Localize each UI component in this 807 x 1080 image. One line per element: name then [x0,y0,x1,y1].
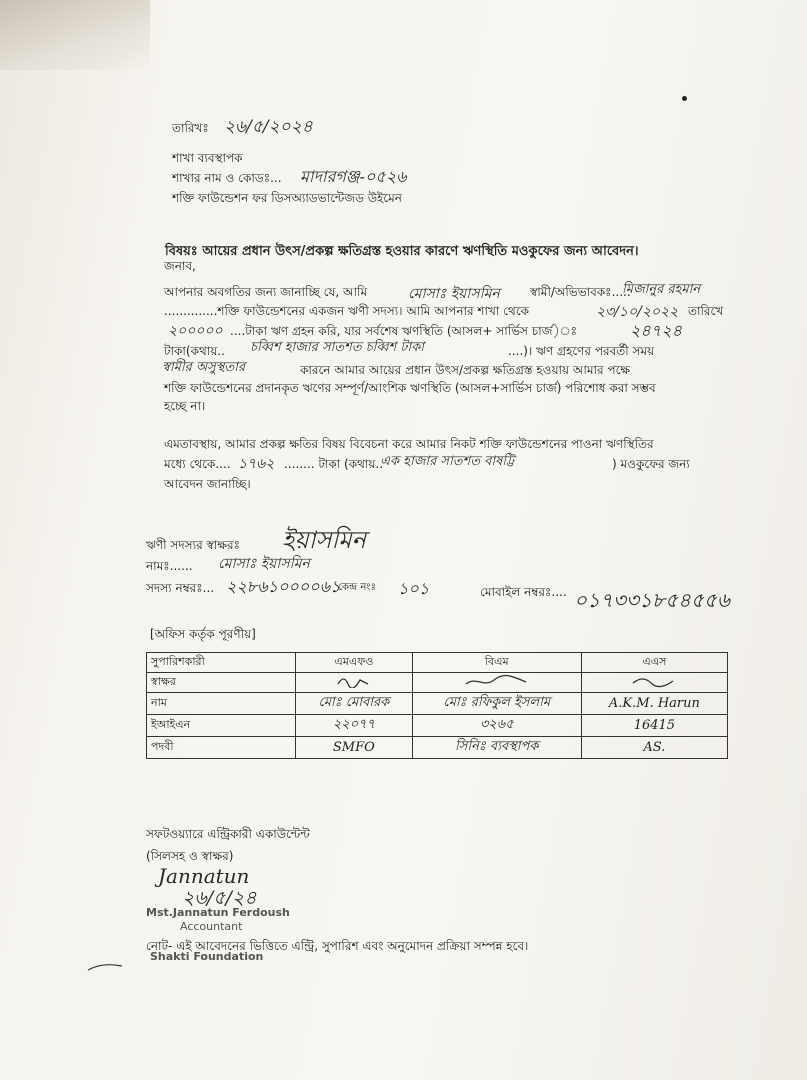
table-cell: SMFO [296,737,413,759]
table-cell: ৩২৬৫ [412,715,581,737]
reason-hw: স্বামীর অসুস্থতার [162,360,246,375]
table-row [147,693,728,715]
para2-line2c: ) মওকুফের জন্য [612,457,690,471]
table-cell: মোঃ মোবারক [296,693,413,715]
para1-line2: ..............শক্তি ফাউন্ডেশনের একজন ঋণী সদস্য। আমি আপনার শাখা থেকে [164,304,530,318]
table-header-cell: বিএম [412,653,581,673]
branch-value: মাদারগঞ্জ-০৫২৬ [300,167,407,186]
para1-line2b: তারিখে [688,304,724,318]
subject-line: বিষয়ঃ আয়ের প্রধান উৎস/প্রকল্প ক্ষতিগ্রস্ত হওয়ার কারণে ঋণস্থিতি মওকুফের জন্য আবেদন। [165,244,639,259]
accountant-seal-note: (সিলসহ ও স্বাক্ষর) [146,849,234,863]
member-signature-hw: ইয়াসমিন [282,526,366,554]
table-header-row [147,653,728,673]
table-cell: A.K.M. Harun [581,693,727,715]
signature-scribble-icon [334,674,374,688]
row-label: পদবী [147,737,296,759]
table-cell: AS. [581,737,727,759]
member-signature-label: ঋণী সদস্যর স্বাক্ষরঃ [146,538,240,552]
waive-amount-hw: ১৭৬২ [238,456,275,472]
office-heading: [অফিস কর্তৃক পূরণীয়] [150,627,256,641]
row-label: স্বাক্ষর [147,673,296,693]
table-header-cell: এমএফও [296,653,413,673]
addressee-title: শাখা ব্যবস্থাপক [172,151,243,165]
table-cell: সিনিঃ ব্যবস্থাপক [412,737,581,759]
guardian-name-hw: মিজানুর রহমান [622,282,701,297]
mobile-label: মোবাইল নম্বরঃ.... [480,585,567,599]
center-label: কেন্দ্র নংঃ [338,582,376,593]
branch-label: শাখার নাম ও কোডঃ... [172,171,282,185]
date-label: তারিখঃ [172,121,209,135]
para1-line3: ....টাকা ঋণ গ্রহন করি, যার সর্বশেষ ঋণস্থিতি (আসল+ সার্ভিস চার্জ)ঃ [230,324,577,338]
mobile-value: ০১৭৩৩১৮৫৪৫৫৬ [574,588,730,612]
table-cell: 16415 [581,715,727,737]
stamp-name: Mst.Jannatun Ferdoush [146,906,290,919]
pen-stroke-icon [86,960,126,974]
table-cell: ২২০৭৭ [296,715,413,737]
para1-line4b: ....)। ঋণ গ্রহণের পরবর্তী সময় [508,344,655,358]
date-value: ২৬/৫/২০২৪ [224,117,313,137]
para1-line1b: স্বামী/অভিভাবকঃ..... [530,285,631,299]
organization-name: শক্তি ফাউন্ডেশন ফর ডিসঅ্যাডভান্টেজড উইমেন [172,191,402,205]
office-table [146,652,728,759]
center-value: ১০১ [398,579,430,598]
row-label: নাম [147,693,296,715]
signature-mark [581,673,727,693]
para1-line5: কারনে আমার আয়ের প্রধান উৎস/প্রকল্প ক্ষতিগ্রস্ত হওয়ায় আমার পক্ষে [300,363,631,377]
member-name-hw: মোসাঃ ইয়াসমিন [408,286,500,302]
member-name-value: মোসাঃ ইয়াসমিন [218,556,310,572]
table-row [147,715,728,737]
table-header-cell: সুপারিশকারী [147,653,296,673]
member-number-value: ২২৮৬১০০০০৬১ [226,577,341,596]
signature-scribble-icon [629,674,679,688]
stamp-designation: Accountant [180,920,243,933]
accountant-date-hw: ২৬/৫/২৪ [182,887,257,909]
signature-mark [296,673,413,693]
paper-fold-shadow [0,0,150,70]
loan-amount-hw: ২০০০০০ [168,323,223,339]
table-cell: মোঃ রফিকুল ইসলাম [412,693,581,715]
para2-line1: এমতাবস্থায়, আমার প্রকল্প ক্ষতির বিষয় বিবেচনা করে আমার নিকট শক্তি ফাউন্ডেশনের পাওনা ঋণস্থিতির [164,437,654,451]
member-name-label: নামঃ...... [146,559,193,573]
para2-line3: আবেদন জানাচ্ছি। [164,477,251,491]
table-row [147,737,728,759]
para2-line2a: মধ্যে থেকে.... [164,457,231,471]
balance-hw: ২৪৭২৪ [630,321,682,340]
row-label: ইআইএন [147,715,296,737]
accountant-title: সফটওয়্যারে এন্ট্রিকারী একাউন্টেন্ট [146,827,310,841]
salutation: জনাব, [164,259,196,273]
para1-line4a: টাকা(কথায়.. [164,344,225,358]
ink-dot [682,96,687,101]
balance-words-hw: চব্বিশ হাজার সাতশত চব্বিশ টাকা [250,340,425,355]
accountant-signature-hw: Jannatun [158,864,250,888]
table-row [147,673,728,693]
para2-line2b: ........ টাকা (কথায়.. [284,457,384,471]
waive-words-hw: এক হাজার সাতশত বাষট্টি [380,454,515,469]
para1-line1a: আপনার অবগতির জন্য জানাচ্ছি যে, আমি [164,285,368,299]
para1-line6: শক্তি ফাউন্ডেশনের প্রদানকৃত ঋণের সম্পূর্ণ/আংশিক ঋণস্থিতি (আসল+সার্ভিস চার্জ) পরিশোধ করা সম্ভব [164,381,656,395]
signature-scribble-icon [462,674,532,688]
member-number-label: সদস্য নম্বরঃ... [146,581,215,595]
table-header-cell: এএস [581,653,727,673]
para1-line7: হচ্ছে না। [164,399,206,413]
stamp-organization: Shakti Foundation [150,950,264,963]
loan-date-hw: ২৩/১০/২০২২ [596,304,679,320]
signature-mark [412,673,581,693]
footer-note: নোট- এই আবেদনের ভিত্তিতে এন্ট্রি, সুপারিশ এবং অনুমোদন প্রক্রিয়া সম্পন্ন হবে। [146,939,529,953]
